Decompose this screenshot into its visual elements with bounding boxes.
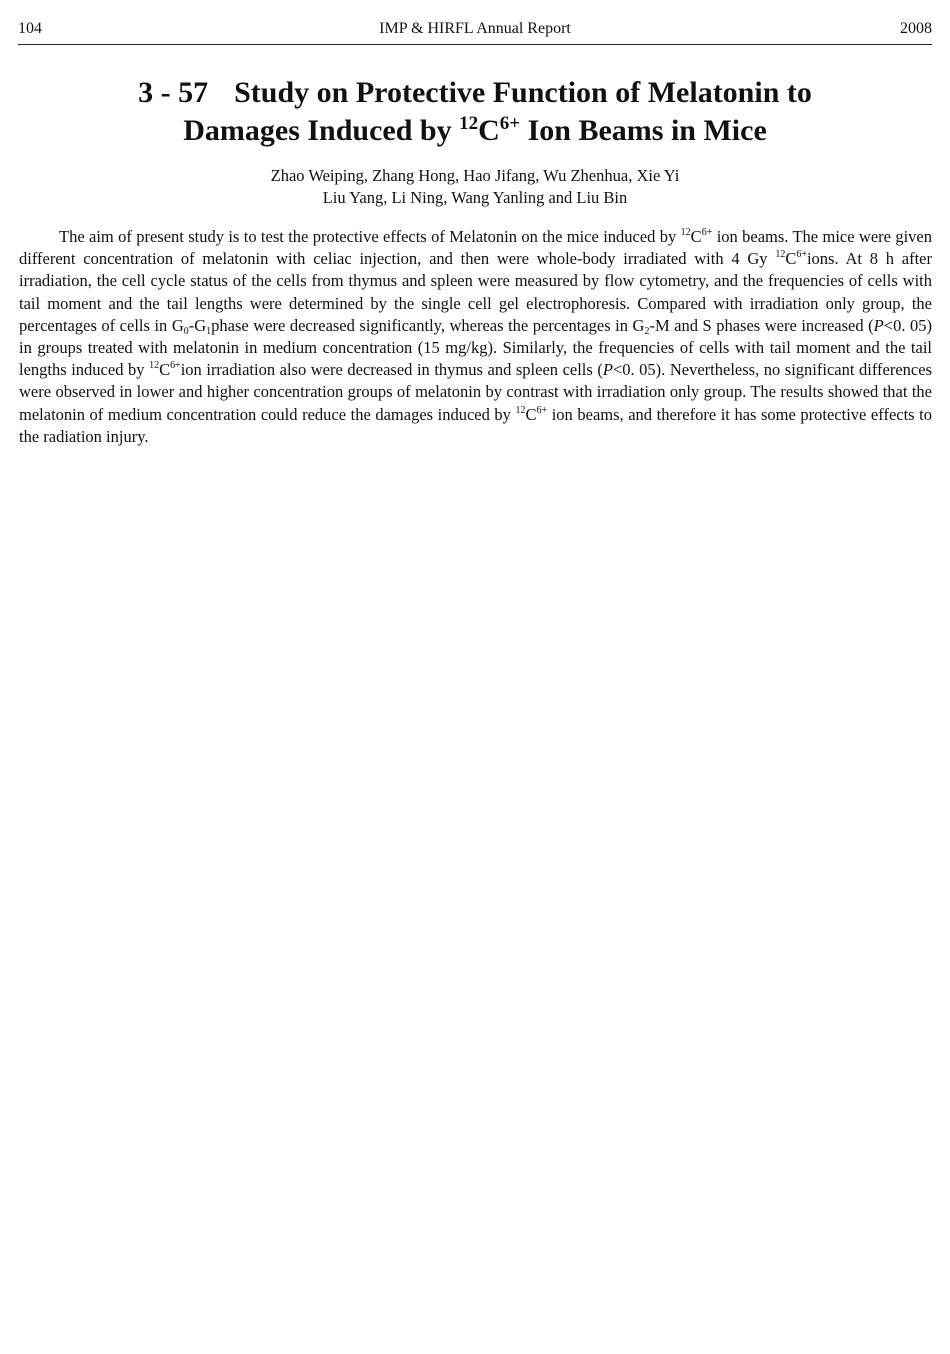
isotope-mass: 12	[515, 404, 526, 416]
title-text-1: Study on Protective Function of Melatonin to	[234, 76, 812, 109]
abstract-text: phase were decreased significantly, whereas the percentages in G	[211, 315, 645, 335]
phase-subscript: 0	[183, 325, 189, 337]
ion-charge: 6+	[701, 227, 713, 238]
ion-charge: 6+	[170, 360, 181, 372]
journal-title: IMP & HIRFL Annual Report	[379, 20, 571, 37]
element-symbol: C	[690, 227, 702, 246]
title-text-3: Ion Beams in Mice	[520, 114, 767, 147]
authors-line-1: Zhao Weiping, Zhang Hong, Hao Jifang, Wu Zhenhua, Xie Yi	[270, 166, 680, 185]
article-number: 3 - 57	[138, 76, 209, 109]
isotope-mass: 12	[680, 227, 691, 238]
abstract-paragraph	[19, 226, 932, 448]
p-value-symbol: P	[602, 360, 613, 380]
abstract-text: -M and S phases were increased (	[649, 315, 874, 335]
phase-subscript: 2	[644, 325, 650, 337]
author-list	[30, 165, 920, 209]
ion-charge: 6+	[536, 404, 548, 416]
abstract-text: ion beams, and therefore it has some protective effects to the radiation injury.	[19, 404, 932, 446]
isotope-mass: 12	[775, 249, 786, 261]
abstract-text: <0. 05) in groups treated with melatonin in medium concentration (15 mg/kg). Similarly, the frequencies of cells with tail moment and the tail lengths induced by	[19, 315, 932, 380]
authors-line-2: Liu Yang, Li Ning, Wang Yanling and Liu Bin	[322, 188, 628, 207]
abstract-text: -G	[188, 315, 207, 335]
ion-charge: 6+	[796, 249, 807, 261]
isotope-mass: 12	[149, 360, 160, 372]
abstract-text: ions. At 8 h after irradiation, the cell cycle status of the cells from thymus and spleen were measured by flow cytometry, and the frequencies of cells with tail moment and the tail lengths were determined by the single cell gel electrophoresis. Compared with irradiation only group, the percentages of cells in G	[19, 249, 932, 335]
abstract-text: The aim of present study is to test the protective effects of Melatonin on the mice induced by	[59, 227, 681, 246]
element-symbol: C	[785, 249, 797, 269]
title-line-1	[30, 74, 920, 112]
title-element: C	[478, 114, 500, 147]
article-title	[30, 74, 920, 150]
report-year: 2008	[900, 20, 932, 37]
abstract-text: ion irradiation also were decreased in thymus and spleen cells (	[180, 360, 603, 380]
page-number: 104	[18, 20, 42, 37]
element-symbol: C	[525, 404, 537, 424]
title-line-2	[30, 112, 920, 150]
abstract-text: <0. 05). Nevertheless, no significant differences were observed in lower and higher concentration groups of melatonin by contrast with irradiation only group. The results showed that the melatonin of medium concentration could reduce the damages induced by	[19, 360, 932, 424]
phase-subscript: 1	[206, 325, 212, 337]
element-symbol: C	[159, 360, 171, 380]
title-isotope-mass: 12	[459, 113, 479, 134]
title-text-2: Damages Induced by	[183, 114, 460, 147]
title-ion-charge: 6+	[499, 113, 521, 134]
header-divider	[18, 44, 932, 45]
running-header	[18, 18, 932, 44]
p-value-symbol: P	[873, 315, 884, 335]
abstract-text: ion beams. The mice were given different concentration of melatonin with celiac injection, and then were whole-body irradiated with 4 Gy	[19, 227, 933, 269]
